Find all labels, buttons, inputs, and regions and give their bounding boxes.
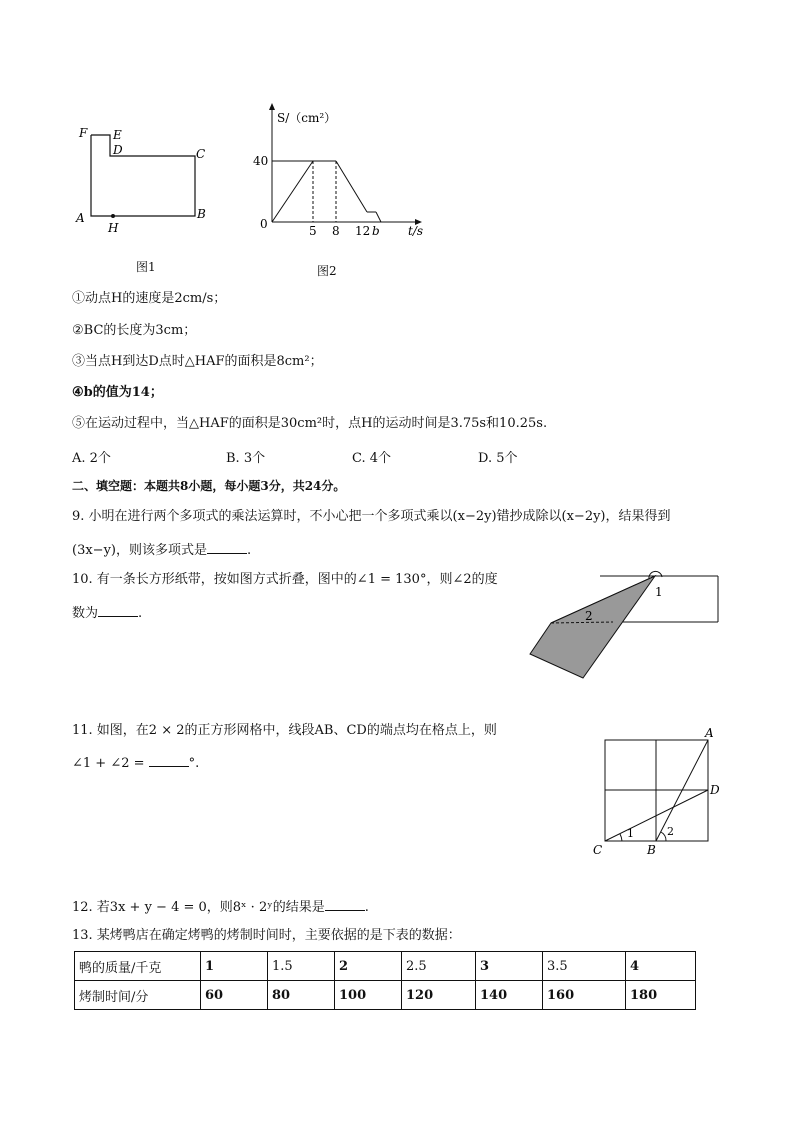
q11-line2-text: ∠1 + ∠2 = <box>72 756 145 771</box>
table-cell: 1 <box>201 952 268 981</box>
statement-3: ③当点H到达D点时△HAF的面积是8cm²； <box>72 354 323 369</box>
figure-2-caption: 图2 <box>317 264 337 278</box>
q11-line1: 11. 如图，在2 × 2的正方形网格中，线段AB、CD的端点均在格点上，则 <box>72 723 497 738</box>
q10-line1: 10. 有一条长方形纸带，按如图方式折叠，图中的∠1 = 130°，则∠2的度 <box>72 572 498 587</box>
angle-1-label: 1 <box>655 585 663 599</box>
statement-5: ⑤在运动过程中，当△HAF的面积是30cm²时，点H的运动时间是3.75s和10.25s. <box>72 416 548 431</box>
label-d: D <box>710 783 720 797</box>
q10-folded-strip-figure <box>525 570 725 685</box>
table-cell: 1.5 <box>268 952 335 981</box>
statement-4: ④b的值为14； <box>72 385 163 400</box>
rise-segment <box>272 161 313 222</box>
folded-part <box>530 576 655 678</box>
q12-text: 12. 若3x + y − 4 = 0，则8ˣ · 2ʸ的结果是 <box>72 900 325 915</box>
x-tick-12: 12 <box>355 224 371 238</box>
label-h: H <box>108 221 119 235</box>
statement-1: ①动点H的速度是2cm/s； <box>72 291 227 306</box>
table-cell: 鸭的质量/千克 <box>75 952 201 981</box>
option-d: D. 5个 <box>478 451 518 466</box>
q10-answer-blank <box>98 604 138 617</box>
y-tick-40: 40 <box>253 154 269 168</box>
figure-1-caption: 图1 <box>136 260 156 274</box>
q10-line2-text: 数为 <box>72 606 99 621</box>
q13-data-table <box>74 951 696 1010</box>
label-d: D <box>113 143 123 157</box>
label-e: E <box>113 128 122 142</box>
table-cell: 160 <box>543 981 626 1010</box>
q12-end: . <box>364 900 369 915</box>
q9-line2-end: . <box>246 543 252 558</box>
option-c: C. 4个 <box>352 451 392 466</box>
y-axis-arrow <box>269 103 275 110</box>
label-b: B <box>647 843 656 857</box>
figure-1-outline <box>91 135 195 216</box>
q11-line2-end: °. <box>188 756 200 771</box>
fall-segment <box>336 161 367 212</box>
q11-line2 <box>72 754 199 772</box>
table-cell: 3 <box>476 952 543 981</box>
x-tick-b: b <box>372 224 380 238</box>
table-cell: 烤制时间/分 <box>75 981 201 1010</box>
x-tick-8: 8 <box>332 224 340 238</box>
table-cell: 3.5 <box>543 952 626 981</box>
table-cell: 180 <box>626 981 696 1010</box>
angle-1-label: 1 <box>627 827 634 840</box>
q10-line2 <box>72 604 142 622</box>
q9-line1: 9. 小明在进行两个多项式的乘法运算时，不小心把一个多项式乘以(x−2y)错抄成除以(x−2y)，结果得到 <box>72 509 671 524</box>
figure-1 <box>70 120 220 240</box>
table-cell: 100 <box>335 981 402 1010</box>
q12-answer-blank <box>325 898 365 911</box>
angle-2-label: 2 <box>585 609 593 623</box>
table-cell: 2.5 <box>402 952 476 981</box>
table-cell: 60 <box>201 981 268 1010</box>
option-b: B. 3个 <box>226 451 266 466</box>
q10-line2-end: . <box>138 606 143 621</box>
section-title: 二、填空题：本题共8小题，每小题3分，共24分。 <box>72 479 346 493</box>
table-cell: 120 <box>402 981 476 1010</box>
table-cell: 140 <box>476 981 543 1010</box>
x-axis-label: t/s <box>408 224 424 238</box>
origin-label: 0 <box>260 217 268 231</box>
q9-answer-blank <box>207 541 247 554</box>
angle-2-arc <box>661 832 666 841</box>
statement-2: ②BC的长度为3cm； <box>72 323 197 338</box>
q9-line2 <box>72 541 251 559</box>
table-cell: 2 <box>335 952 402 981</box>
label-b: B <box>197 207 206 221</box>
q13-line: 13. 某烤鸭店在确定烤鸭的烤制时间时，主要依据的是下表的数据： <box>72 928 461 943</box>
q11-grid-figure <box>588 728 728 858</box>
table-row-time <box>75 981 696 1010</box>
table-cell: 4 <box>626 952 696 981</box>
q9-line2-text: (3x−y)，则该多项式是 <box>72 543 207 558</box>
y-axis-label: S/（cm²） <box>277 111 337 125</box>
end-segment <box>376 212 381 222</box>
table-row-weight <box>75 952 696 981</box>
label-a: A <box>705 728 714 740</box>
label-c: C <box>196 147 206 161</box>
q12-line <box>72 898 369 916</box>
figure-2-graph <box>250 100 440 245</box>
point-h-dot <box>111 214 115 218</box>
q11-answer-blank <box>149 754 189 767</box>
label-c: C <box>593 843 603 857</box>
label-a: A <box>76 211 85 225</box>
label-f: F <box>79 126 88 140</box>
x-tick-5: 5 <box>309 224 317 238</box>
angle-2-label: 2 <box>667 825 674 838</box>
option-a: A. 2个 <box>72 451 111 466</box>
table-cell: 80 <box>268 981 335 1010</box>
angle-1-arc <box>620 834 622 841</box>
